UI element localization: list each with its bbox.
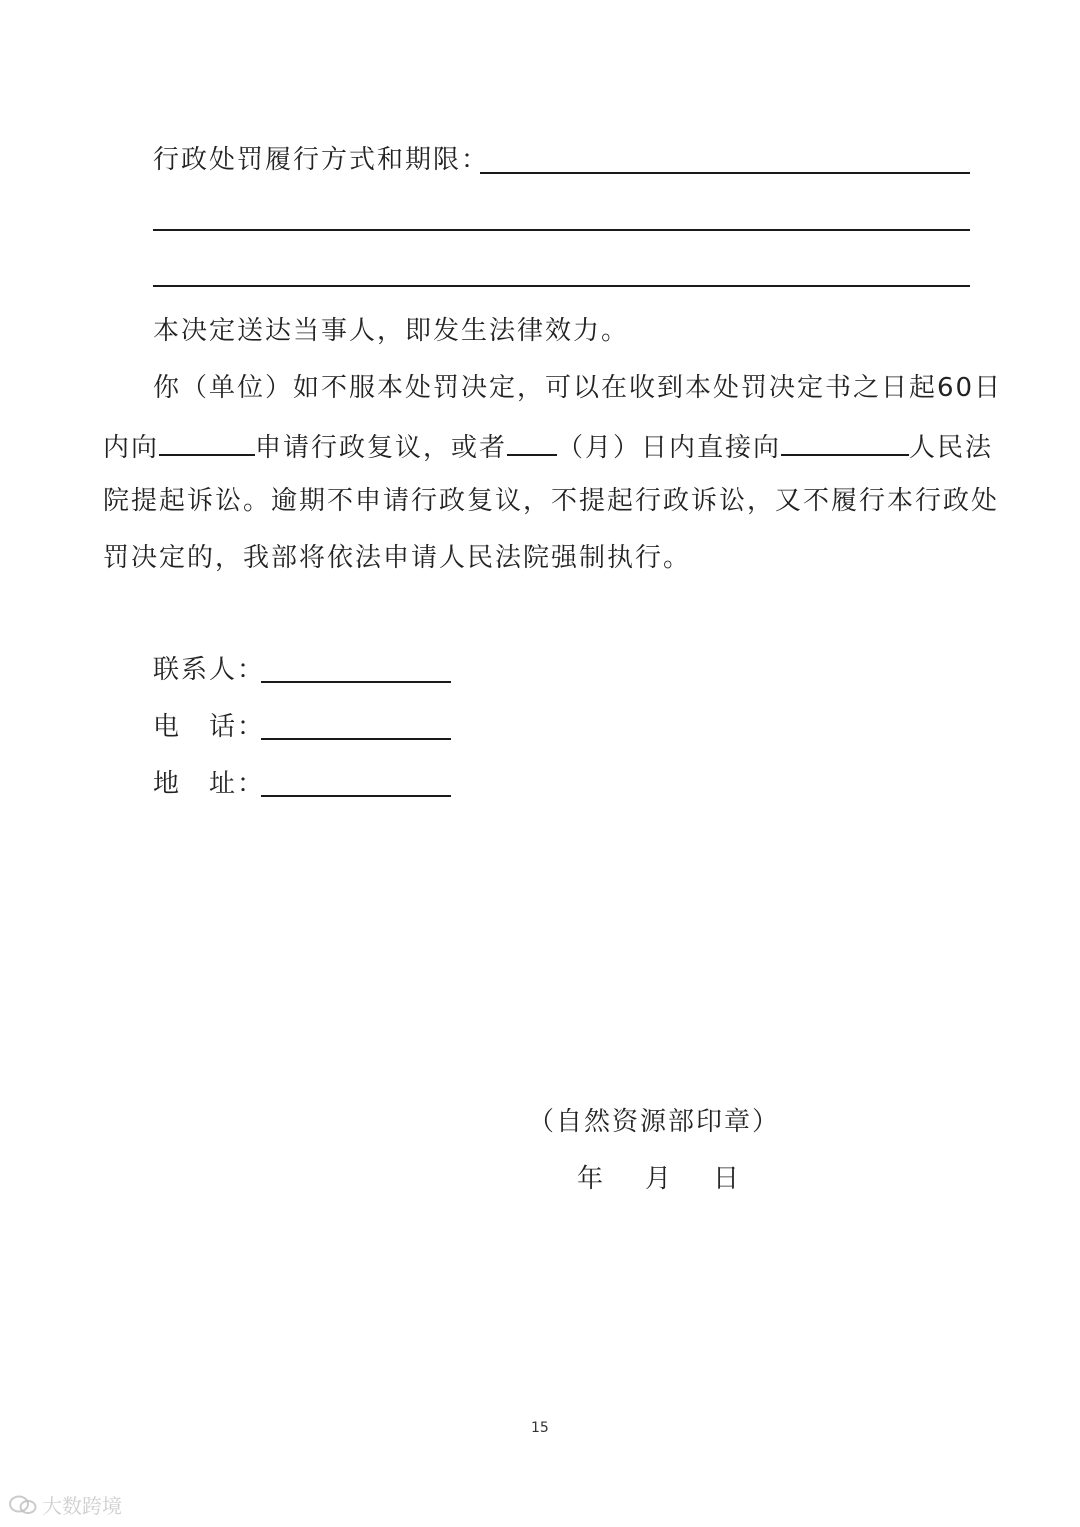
effect-text: 本决定送达当事人，即发生法律效力。 xyxy=(153,316,630,346)
appeal-line-3: 院提起诉讼。逾期不申请行政复议，不提起行政诉讼，又不履行本行政处 xyxy=(103,486,1000,516)
appeal-line-2-b: 申请行政复议，或者 xyxy=(255,433,508,463)
appeal-line-4: 罚决定的，我部将依法申请人民法院强制执行。 xyxy=(103,543,692,573)
contact-label: 联系人： xyxy=(153,655,266,685)
appeal-line-2-a: 内向 xyxy=(103,433,160,463)
phone-blank[interactable] xyxy=(261,738,451,740)
date-month: 月 xyxy=(645,1164,674,1194)
appeal-line-2-c: （月）日内直接向 xyxy=(557,433,782,463)
court-blank[interactable] xyxy=(781,432,909,456)
wechat-logo-icon xyxy=(8,1494,38,1516)
month-blank[interactable] xyxy=(507,432,557,456)
perform-blank-2[interactable] xyxy=(153,229,970,231)
appeal-line-2-d: 人民法 xyxy=(909,433,994,463)
perform-label: 行政处罚履行方式和期限： xyxy=(153,145,490,175)
watermark-text: 大数跨境 xyxy=(42,1494,122,1518)
address-blank[interactable] xyxy=(261,795,451,797)
contact-blank[interactable] xyxy=(261,681,451,683)
phone-label: 电 话： xyxy=(153,712,266,742)
appeal-line-1: 你（单位）如不服本处罚决定，可以在收到本处罚决定书之日起60日 xyxy=(153,373,1003,403)
perform-blank-1[interactable] xyxy=(480,172,970,174)
date-year: 年 xyxy=(577,1164,606,1194)
perform-blank-3[interactable] xyxy=(153,285,970,287)
date-day: 日 xyxy=(713,1164,742,1194)
address-label: 地 址： xyxy=(153,769,266,799)
appeal-line-2 xyxy=(103,432,993,461)
review-agency-blank[interactable] xyxy=(159,432,255,456)
seal-text: （自然资源部印章） xyxy=(528,1107,781,1137)
page-number: 15 xyxy=(531,1420,549,1436)
watermark xyxy=(8,1490,122,1519)
